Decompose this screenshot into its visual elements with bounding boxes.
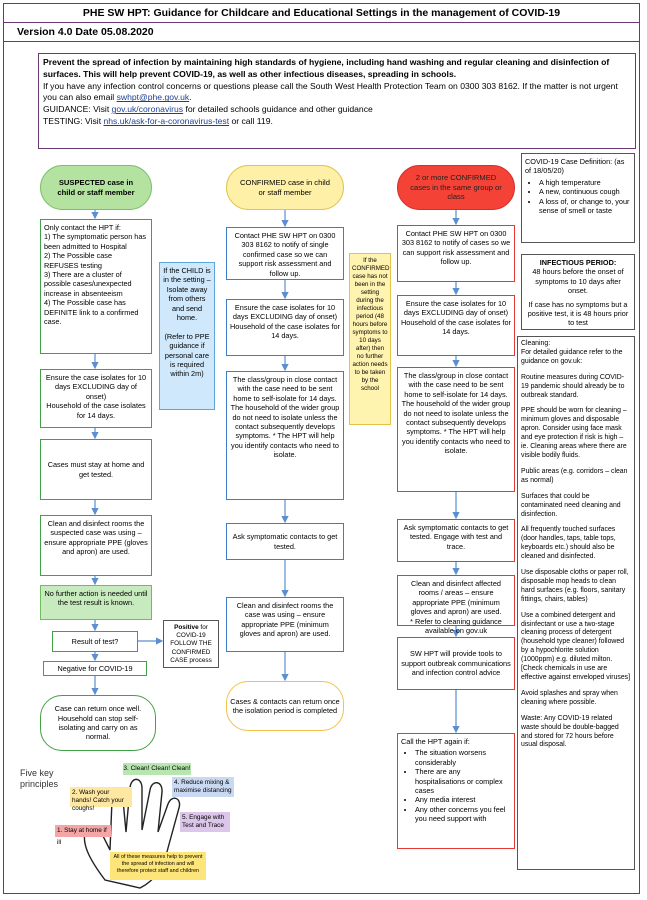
- case-definition-title: COVID-19 Case Definition: (as of 18/05/20): [525, 157, 625, 176]
- email-link[interactable]: swhpt@phe.gov.uk: [116, 92, 190, 103]
- confirmed-ask-test: Ask symptomatic contacts to get tested.: [226, 523, 344, 560]
- intro-hygiene: Prevent the spread of infection by maintaining high standards of hygiene, including hand washing and regular cleaning and disinfection of surfaces. This will help prevent COVID-19, as well as other infectious diseases, spreading in schools.: [43, 57, 610, 79]
- cleaning-para: Public areas (e.g. corridors – clean as normal): [521, 467, 628, 484]
- case-definition: [521, 153, 635, 243]
- call-hpt-again: [397, 733, 515, 849]
- infectious-period-line2: If case has no symptoms but a positive test, it is 48 hours prior to test: [527, 299, 629, 328]
- multiple-ask-test: Ask symptomatic contacts to get tested. Engage with test and trace.: [397, 519, 515, 562]
- confirmed-case-header: CONFIRMED case in child or staff member: [226, 165, 344, 210]
- cleaning-para: Waste: Any COVID-19 related waste should be double-bagged and stored for 72 hours before usual disposal.: [521, 714, 619, 749]
- cleaning-para: Cleaning: For detailed guidance refer to the guidance on gov.uk:: [521, 340, 623, 365]
- negative-result: Negative for COVID-19: [43, 661, 147, 676]
- intro-contact: If you have any infection control concerns or questions please call the South West Health Protection Team on 0300 303 8162. If the matter is not urgent you can also email swhpt@phe.gov.uk.: [43, 80, 618, 103]
- principle-4: 4. Reduce mixing & maximise distancing: [172, 777, 234, 797]
- suspected-clean: Clean and disinfect rooms the suspected case was using – ensure appropriate PPE (gloves and apron) are used.: [40, 515, 152, 576]
- positive-result-note: Positive for COVID-19 FOLLOW THE CONFIRMED CASE process: [163, 620, 219, 668]
- cleaning-para: Routine measures during COVID-19 pandemic should already be to outbreak standard.: [521, 373, 625, 399]
- call-hpt-list: [401, 748, 511, 823]
- suspected-contact-hpt: Only contact the HPT if: 1) The symptomatic person has been admitted to Hospital 2) The Possible case REFUSES testing 3) There are a cluster of possible cases/unexpected increase in absenteeism 4) The Possible case has DEFINITE link to a confirmed case.: [40, 219, 152, 354]
- list-item: • A new, continuous cough: [539, 187, 631, 196]
- cleaning-guidance: [517, 336, 635, 870]
- principles-summary: All of these measures help to prevent the spread of infection and will therefore protect staff and children: [110, 852, 206, 880]
- cleaning-para: Surfaces that could be contaminated need cleaning and disinfection.: [521, 492, 621, 518]
- testing-link[interactable]: nhs.uk/ask-for-a-coronavirus-test: [103, 115, 230, 126]
- multiple-contact: Contact PHE SW HPT on 0300 303 8162 to notify of cases so we can support risk assessment and follow up.: [397, 225, 515, 282]
- child-isolate-note: If the CHILD is in the setting – Isolate away from others and send home. (Refer to PPE guidance if personal care is required within 2m): [159, 262, 215, 410]
- list-item: • A high temperature: [539, 178, 631, 187]
- suspected-isolate: Ensure the case isolates for 10 days EXCLUDING day of onset) Household of the case isolates for 14 days.: [40, 369, 152, 428]
- cleaning-para: Use disposable cloths or paper roll, disposable mop heads to clean hard surfaces (e.g. floors, sanitary fittings, chairs, tables): [521, 569, 629, 603]
- principle-2: 2. Wash your hands! Catch your coughs!: [70, 787, 132, 807]
- list-item: • A loss of, or change to, your sense of smell or taste: [539, 197, 631, 216]
- page-title: PHE SW HPT: Guidance for Childcare and Educational Settings in the management of COVID-19: [3, 3, 640, 23]
- suspected-stay-home: Cases must stay at home and get tested.: [40, 439, 152, 500]
- suspected-case-header: SUSPECTED case in child or staff member: [40, 165, 152, 210]
- confirmed-infectious-note: If the CONFIRMED case has not been in the setting during the infectious period (48 hours before symptoms to 10 days after) then no further action needs to be taken by the school: [349, 253, 391, 425]
- infectious-period: [521, 254, 635, 330]
- cleaning-para: All frequently touched surfaces (door handles, taps, table tops, keyboards etc.) should also be cleaned and disinfected.: [521, 526, 616, 561]
- principles-title: Five key principles: [20, 768, 59, 789]
- multiple-class-isolate: The class/group in close contact with the case need to be sent home to self-isolate for 14 days. The household of the wider group do not need to isolate unless the contact subsequently develops symptoms. * The HPT will help you identify contacts who need to isolate.: [397, 367, 515, 492]
- confirmed-return: Cases & contacts can return once the isolation period is completed: [226, 681, 344, 731]
- suspected-no-action: No further action is needed until the test result is known.: [40, 585, 152, 620]
- confirmed-contact: Contact PHE SW HPT on 0300 303 8162 to notify of single confirmed case so we can support risk assessment and follow up.: [226, 227, 344, 280]
- guidance-link[interactable]: gov.uk/coronavirus: [111, 104, 184, 115]
- suspected-return: Case can return once well. Household can stop self-isolating and carry on as normal.: [40, 695, 156, 751]
- cleaning-para: Avoid splashes and spray when cleaning where possible.: [521, 689, 618, 706]
- list-item: • There are any hospitalisations or complex cases: [415, 767, 511, 795]
- principle-3: 3. Clean! Clean! Clean!: [123, 763, 191, 775]
- confirmed-clean: Clean and disinfect rooms the case was using – ensure appropriate PPE (minimum gloves and apron) are used.: [226, 597, 344, 652]
- confirmed-isolate: Ensure the case isolates for 10 days EXCLUDING day of onset) Household of the case isolates for 14 days.: [226, 299, 344, 356]
- version-label: Version 4.0 Date 05.08.2020: [3, 23, 640, 42]
- multiple-cases-header: 2 or more CONFIRMED cases in the same group or class: [397, 165, 515, 210]
- intro-guidance: GUIDANCE: Visit gov.uk/coronavirus for detailed schools guidance and other guidance: [43, 104, 373, 115]
- multiple-tools: SW HPT will provide tools to support outbreak communications and infection control advice: [397, 637, 515, 690]
- list-item: • Any media interest: [415, 795, 511, 804]
- confirmed-class-isolate: The class/group in close contact with the case need to be sent home to self-isolate for 14 days. The household of the wider group do not need to isolate unless the contact subsequently develops symptoms. * The HPT will help you identify contacts who need to isolate.: [226, 371, 344, 500]
- cleaning-para: Use a combined detergent and disinfectant or use a two-stage cleaning process of detergent (household type cleaner) followed by a hypochlorite solution (1000ppm) e.g. diluted milton. [Check chemicals in use are effective against enveloped viruses]: [521, 611, 631, 681]
- case-definition-list: [525, 178, 631, 216]
- principle-5: 5. Engage with Test and Trace: [180, 812, 230, 832]
- list-item: • Any other concerns you feel you need support with: [415, 805, 511, 824]
- intro-testing: TESTING: Visit nhs.uk/ask-for-a-coronavirus-test or call 119.: [43, 115, 273, 126]
- list-item: • The situation worsens considerably: [415, 748, 511, 767]
- infectious-period-title: INFECTIOUS PERIOD:: [539, 258, 617, 267]
- infectious-period-line1: 48 hours before the onset of symptoms to 10 days after onset.: [532, 267, 624, 296]
- multiple-clean: Clean and disinfect affected rooms / areas – ensure appropriate PPE (minimum gloves and apron) are used. * Refer to cleaning guidance available on gov.uk: [397, 575, 515, 626]
- cleaning-para: PPE should be worn for cleaning – minimum gloves and disposable apron. Consider using face mask and eye protection if risk is high – ie. Cleaning areas where there are visible bodily fluids.: [521, 407, 627, 459]
- principle-1: 1. Stay at home if ill: [55, 825, 111, 837]
- result-question: Result of test?: [52, 631, 138, 652]
- call-hpt-title: Call the HPT again if:: [401, 737, 470, 746]
- multiple-isolate: Ensure the case isolates for 10 days EXCLUDING day of onset) Household of the case isolates for 14 days.: [397, 295, 515, 356]
